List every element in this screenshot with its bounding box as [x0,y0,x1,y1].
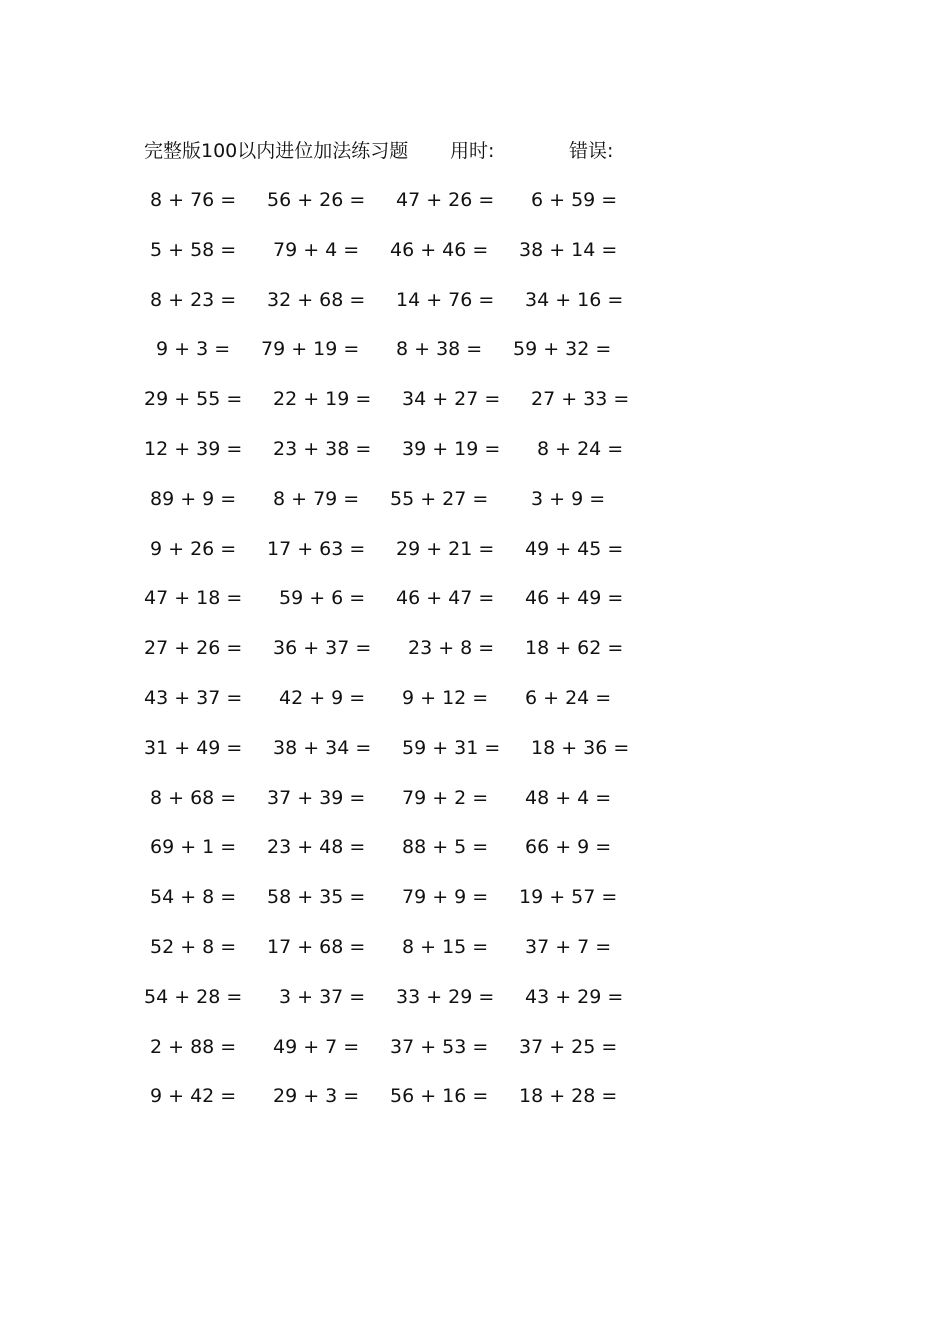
addition-problem: 59 + 6 = [279,587,366,609]
addition-problem: 37 + 53 = [390,1036,489,1058]
addition-problem: 6 + 24 = [525,687,612,709]
addition-problem: 18 + 36 = [531,737,630,759]
addition-problem: 8 + 76 = [150,189,237,211]
addition-problem: 55 + 27 = [390,488,489,510]
addition-problem: 79 + 9 = [402,886,489,908]
addition-problem: 23 + 38 = [273,438,372,460]
addition-problem: 49 + 45 = [525,538,624,560]
addition-problem: 34 + 27 = [402,388,501,410]
addition-problem: 46 + 47 = [396,587,495,609]
addition-problem: 6 + 59 = [531,189,618,211]
addition-problem: 34 + 16 = [525,289,624,311]
addition-problem: 22 + 19 = [273,388,372,410]
addition-problem: 8 + 15 = [402,936,489,958]
addition-problem: 17 + 68 = [267,936,366,958]
addition-problem: 32 + 68 = [267,289,366,311]
worksheet-title: 完整版100以内进位加法练习题 [144,140,409,162]
time-used-label: 用时: [450,140,495,162]
addition-problem: 29 + 21 = [396,538,495,560]
addition-problem: 52 + 8 = [150,936,237,958]
addition-problem: 18 + 62 = [525,637,624,659]
addition-problem: 66 + 9 = [525,836,612,858]
addition-problem: 37 + 25 = [519,1036,618,1058]
addition-problem: 9 + 42 = [150,1085,237,1107]
addition-problem: 42 + 9 = [279,687,366,709]
addition-problem: 79 + 4 = [273,239,360,261]
addition-problem: 2 + 88 = [150,1036,237,1058]
addition-problem: 59 + 32 = [513,338,612,360]
addition-problem: 37 + 7 = [525,936,612,958]
addition-problem: 27 + 33 = [531,388,630,410]
addition-problem: 8 + 24 = [537,438,624,460]
addition-problem: 79 + 19 = [261,338,360,360]
addition-problem: 29 + 55 = [144,388,243,410]
addition-problem: 46 + 49 = [525,587,624,609]
addition-problem: 9 + 12 = [402,687,489,709]
addition-problem: 37 + 39 = [267,787,366,809]
error-count-label: 错误: [569,140,614,162]
addition-problem: 48 + 4 = [525,787,612,809]
addition-problem: 18 + 28 = [519,1085,618,1107]
addition-problem: 23 + 8 = [408,637,495,659]
addition-problem: 14 + 76 = [396,289,495,311]
addition-problem: 12 + 39 = [144,438,243,460]
addition-problem: 3 + 9 = [531,488,606,510]
addition-problem: 59 + 31 = [402,737,501,759]
addition-problem: 8 + 68 = [150,787,237,809]
addition-problem: 9 + 3 = [156,338,231,360]
addition-problem: 54 + 28 = [144,986,243,1008]
addition-problem: 36 + 37 = [273,637,372,659]
addition-problem: 46 + 46 = [390,239,489,261]
addition-problem: 43 + 29 = [525,986,624,1008]
addition-problem: 58 + 35 = [267,886,366,908]
addition-problem: 56 + 26 = [267,189,366,211]
addition-problem: 47 + 26 = [396,189,495,211]
addition-problem: 54 + 8 = [150,886,237,908]
addition-problem: 17 + 63 = [267,538,366,560]
addition-problem: 38 + 14 = [519,239,618,261]
addition-problem: 3 + 37 = [279,986,366,1008]
addition-problem: 38 + 34 = [273,737,372,759]
addition-problem: 69 + 1 = [150,836,237,858]
addition-problem: 33 + 29 = [396,986,495,1008]
addition-problem: 29 + 3 = [273,1085,360,1107]
addition-problem: 8 + 79 = [273,488,360,510]
addition-problem: 89 + 9 = [150,488,237,510]
addition-problem: 31 + 49 = [144,737,243,759]
addition-problem: 23 + 48 = [267,836,366,858]
addition-problem: 19 + 57 = [519,886,618,908]
addition-problem: 79 + 2 = [402,787,489,809]
addition-problem: 39 + 19 = [402,438,501,460]
addition-problem: 5 + 58 = [150,239,237,261]
addition-problem: 47 + 18 = [144,587,243,609]
addition-problem: 49 + 7 = [273,1036,360,1058]
addition-problem: 8 + 38 = [396,338,483,360]
addition-problem: 88 + 5 = [402,836,489,858]
addition-problem: 9 + 26 = [150,538,237,560]
addition-problem: 43 + 37 = [144,687,243,709]
addition-problem: 27 + 26 = [144,637,243,659]
addition-problem: 56 + 16 = [390,1085,489,1107]
addition-problem: 8 + 23 = [150,289,237,311]
